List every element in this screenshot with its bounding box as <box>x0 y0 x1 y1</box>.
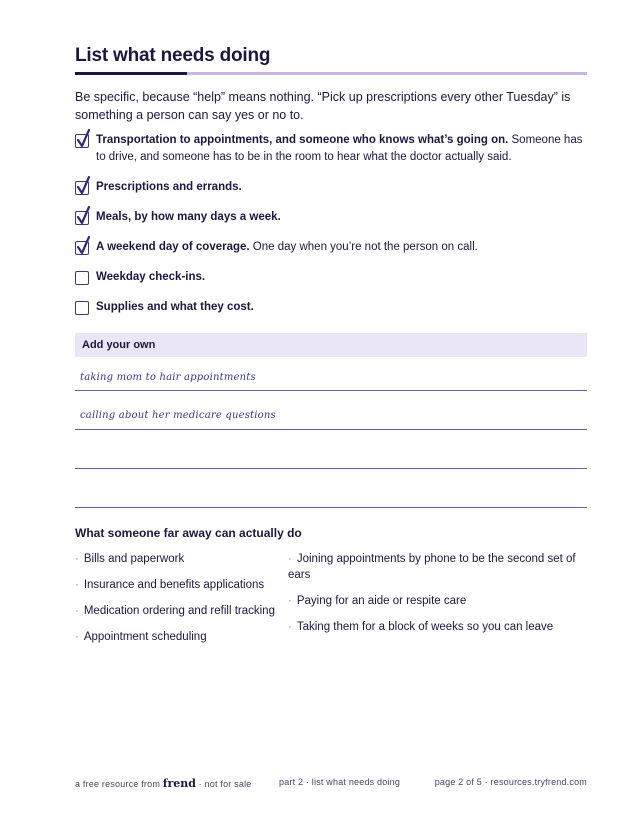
item-lead: Supplies and what they cost. <box>96 301 254 313</box>
checklist-item <box>75 299 587 316</box>
checkbox-checked[interactable] <box>75 241 89 255</box>
list-item: · Medication ordering and refill tracking <box>75 605 275 617</box>
list-item: · Joining appointments by phone to be the second set of ears <box>288 553 576 581</box>
brand-logo: frend <box>162 777 196 790</box>
page-title: List what needs doing <box>75 45 271 66</box>
item-rest: Someone has to drive, and someone has to be in the room to hear what the doctor actually said. <box>96 134 583 163</box>
checklist-item <box>75 179 587 196</box>
checkbox-unchecked[interactable] <box>75 301 89 315</box>
list-item: · Taking them for a block of weeks so you can leave <box>288 621 554 633</box>
checklist-item <box>75 239 587 256</box>
write-in-line-3[interactable] <box>75 468 587 469</box>
list-item: · Appointment scheduling <box>75 631 207 643</box>
handwritten-entry: calling about her medicare questions <box>80 410 276 421</box>
far-away-list-right <box>288 551 587 645</box>
checklist-item <box>75 209 587 226</box>
checkbox-unchecked[interactable] <box>75 271 89 285</box>
checkbox-checked[interactable] <box>75 134 89 148</box>
checkbox-checked[interactable] <box>75 181 89 195</box>
add-your-own-header: Add your own <box>75 333 587 357</box>
checkmark-icon <box>76 236 92 256</box>
handwritten-entry: taking mom to hair appointments <box>80 372 256 383</box>
checklist-item <box>75 269 587 286</box>
item-lead: A weekend day of coverage. <box>96 241 250 253</box>
checklist-item <box>75 132 587 166</box>
write-in-line-1[interactable] <box>75 390 587 391</box>
item-lead: Meals, by how many days a week. <box>96 211 281 223</box>
list-item: · Bills and paperwork <box>75 553 185 565</box>
intro-text: Be specific, because “help” means nothing. “Pick up prescriptions every other Tuesday” is something a person can say yes or no to. <box>75 90 571 122</box>
checkmark-icon <box>76 129 92 149</box>
footer-page-number: page 2 of 5 · resources.tryfrend.com <box>434 777 587 787</box>
footer-section: part 2 · list what needs doing <box>279 777 401 787</box>
item-rest: One day when you’re not the person on call. <box>249 241 478 253</box>
item-lead: Transportation to appointments, and someone who knows what’s going on. <box>96 134 509 146</box>
write-in-line-2[interactable] <box>75 429 587 430</box>
list-item: · Paying for an aide or respite care <box>288 595 467 607</box>
item-lead: Prescriptions and errands. <box>96 181 242 193</box>
footer-credit: a free resource from frend · not for sale <box>75 777 252 790</box>
far-away-heading: What someone far away can actually do <box>75 526 302 540</box>
far-away-list-left <box>75 551 275 655</box>
task-checklist <box>75 132 587 329</box>
title-rule-accent <box>75 72 187 75</box>
item-lead: Weekday check-ins. <box>96 271 206 283</box>
title-rule <box>75 72 587 75</box>
checkbox-checked[interactable] <box>75 211 89 225</box>
write-in-line-4[interactable] <box>75 507 587 508</box>
checkmark-icon <box>76 176 92 196</box>
worksheet-page <box>75 0 587 828</box>
list-item: · Insurance and benefits applications <box>75 579 265 591</box>
checkmark-icon <box>76 206 92 226</box>
